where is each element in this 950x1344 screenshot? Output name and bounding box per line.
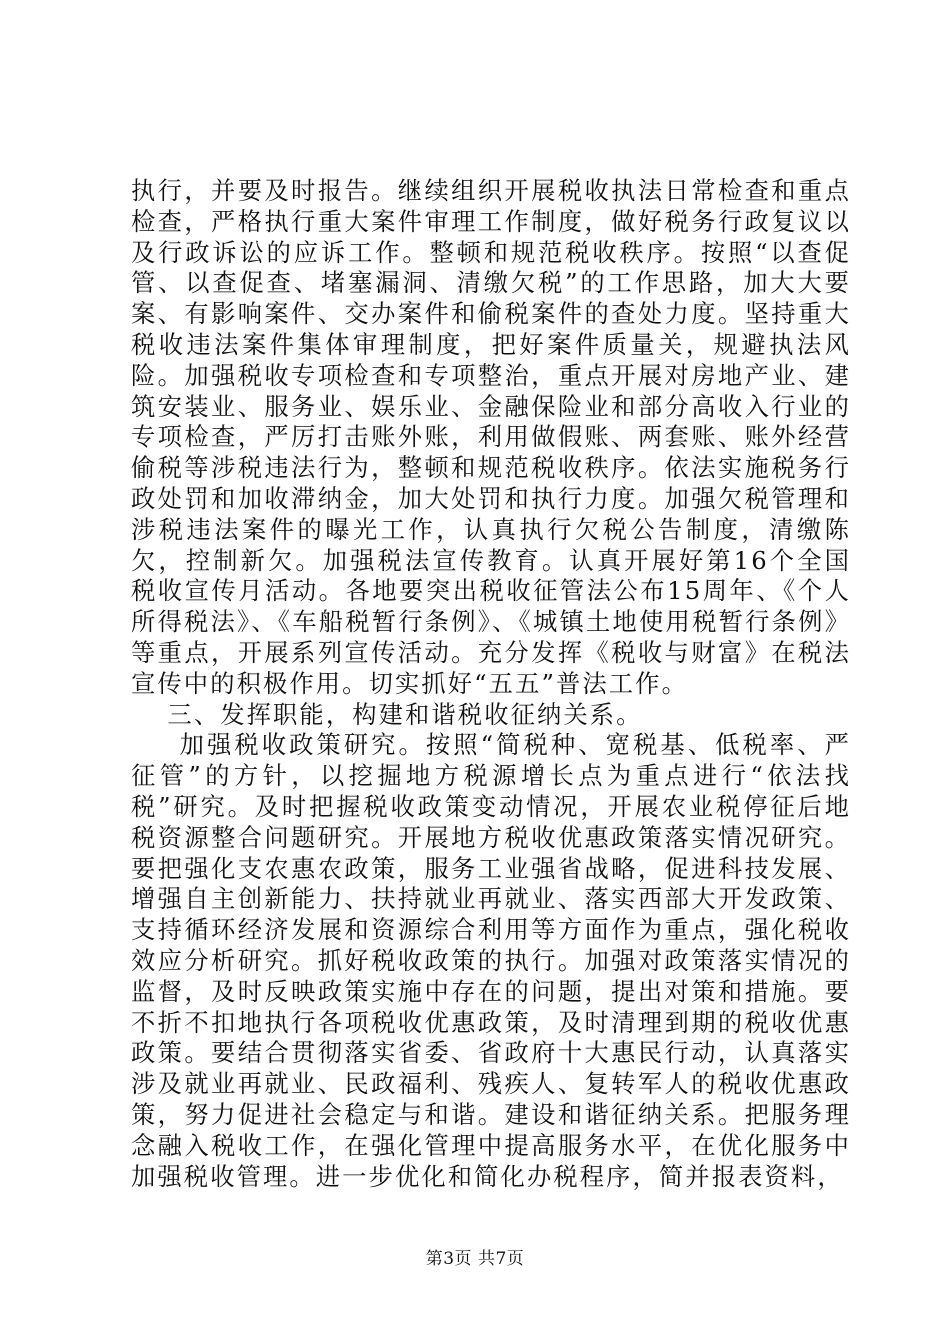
paragraph-continuation: 执行，并要及时报告。继续组织开展税收执法日常检查和重点检查，严格执行重大案件审理工作制度，做好税务行政复议以及行政诉讼的应诉工作。整顿和规范税收秩序。按照“以查促管、以查促查、堵塞漏洞、清缴欠税”的工作思路，加大大要案、有影响案件、交办案件和偷税案件的查处力度。坚持重大税收违法案件集体审理制度，把好案件质量关，规避执法风险。加强税收专项检查和专项整治，重点开展对房地产业、建筑安装业、服务业、娱乐业、金融保险业和部分高收入行业的专项检查，严厉打击账外账，利用做假账、两套账、账外经营偷税等涉税违法行为，整顿和规范税收秩序。依法实施税务行政处罚和加收滞纳金，加大处罚和执行力度。加强欠税管理和涉税违法案件的曝光工作，认真执行欠税公告制度，清缴陈欠，控制新欠。加强税法宣传教育。认真开展好第16个全国税收宣传月活动。各地要突出税收征管法公布15周年、《个人所得税法》、《车船税暂行条例》、《城镇土地使用税暂行条例》等重点，开展系列宣传活动。充分发挥《税收与财富》在税法宣传中的积极作用。切实抓好“五五”普法工作。: [131, 176, 851, 698]
section-heading: 三、发挥职能，构建和谐税收征纳关系。: [167, 699, 643, 729]
paragraph-tax-policy: 加强税收政策研究。按照“简税种、宽税基、低税率、严征管”的方针，以挖掘地方税源增长点为重点进行“依法找税”研究。及时把握税收政策变动情况，开展农业税停征后地税资源整合问题研究。开展地方税收优惠政策落实情况研究。要把强化支农惠农政策，服务工业强省战略，促进科技发展、增强自主创新能力、扶持就业再就业、落实西部大开发政策、支持循环经济发展和资源综合利用等方面作为重点，强化税收效应分析研究。抓好税收政策的执行。加强对政策落实情况的监督，及时反映政策实施中存在的问题，提出对策和措施。要不折不扣地执行各项税收优惠政策，及时清理到期的税收优惠政策。要结合贯彻落实省委、省政府十大惠民行动，认真落实涉及就业再就业、民政福利、残疾人、复转军人的税收优惠政策，努力促进社会稳定与和谐。建设和谐征纳关系。把服务理念融入税收工作，在强化管理中提高服务水平，在优化服务中加强税收管理。进一步优化和简化办税程序，简并报表资料，: [131, 730, 851, 1191]
document-body: [131, 176, 851, 1192]
page-number-footer: 第3页 共7页: [425, 1249, 525, 1269]
